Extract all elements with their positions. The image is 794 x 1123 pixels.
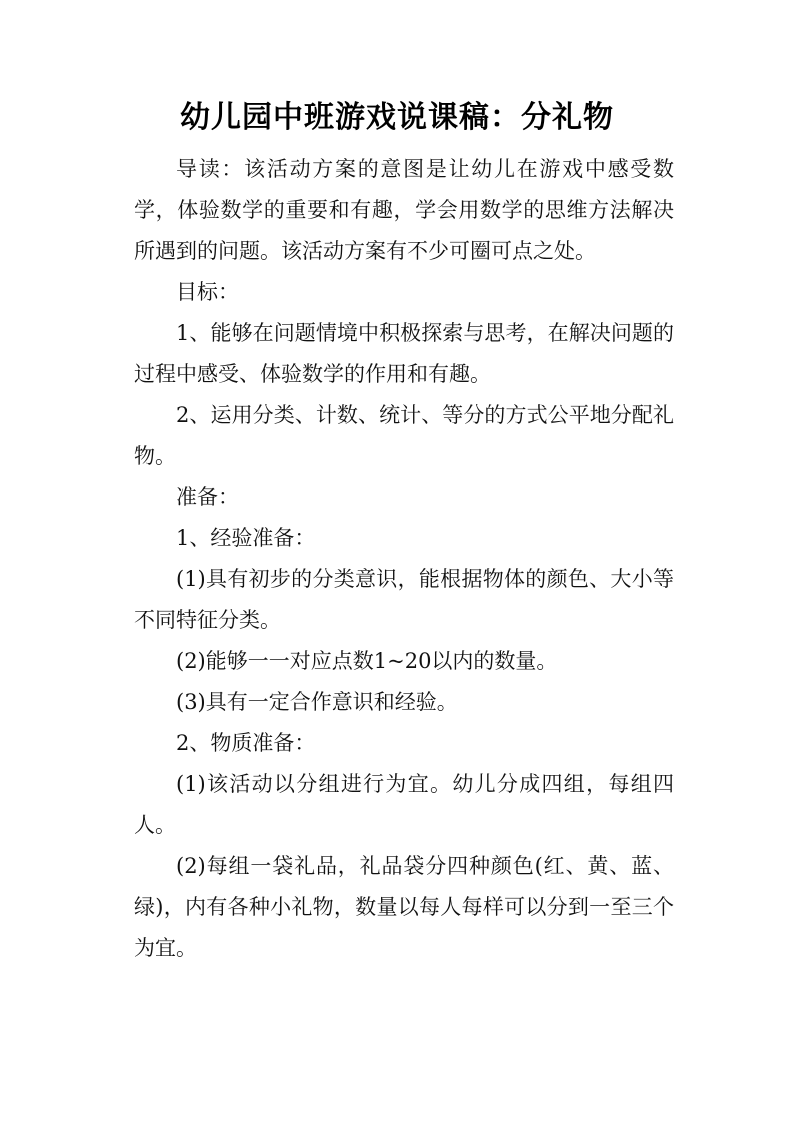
material-item-1: (1)该活动以分组进行为宜。幼儿分成四组，每组四人。 (134, 772, 674, 837)
experience-item-3: (3)具有一定合作意识和经验。 (176, 690, 458, 714)
preparation-heading: 准备： (176, 485, 239, 509)
experience-preparation-heading: 1、经验准备： (176, 526, 316, 550)
experience-item-2: (2)能够一一对应点数1~20以内的数量。 (176, 649, 558, 673)
document-title: 幼儿园中班游戏说课稿：分礼物 (180, 100, 614, 135)
material-item-2: (2)每组一袋礼品，礼品袋分四种颜色(红、黄、蓝、绿)，内有各种小礼物，数量以每人每样可以分到一至三个为宜。 (134, 854, 674, 960)
document-body (134, 149, 674, 969)
goals-heading: 目标： (176, 280, 239, 304)
goal-item-2: 2、运用分类、计数、统计、等分的方式公平地分配礼物。 (134, 403, 674, 468)
goal-item-1: 1、能够在问题情境中积极探索与思考，在解决问题的过程中感受、体验数学的作用和有趣。 (134, 321, 674, 386)
material-preparation-heading: 2、物质准备： (176, 731, 316, 755)
experience-item-1: (1)具有初步的分类意识，能根据物体的颜色、大小等不同特征分类。 (134, 567, 674, 632)
intro-paragraph: 导读：该活动方案的意图是让幼儿在游戏中感受数学，体验数学的重要和有趣，学会用数学的思维方法解决所遇到的问题。该活动方案有不少可圈可点之处。 (134, 157, 674, 263)
